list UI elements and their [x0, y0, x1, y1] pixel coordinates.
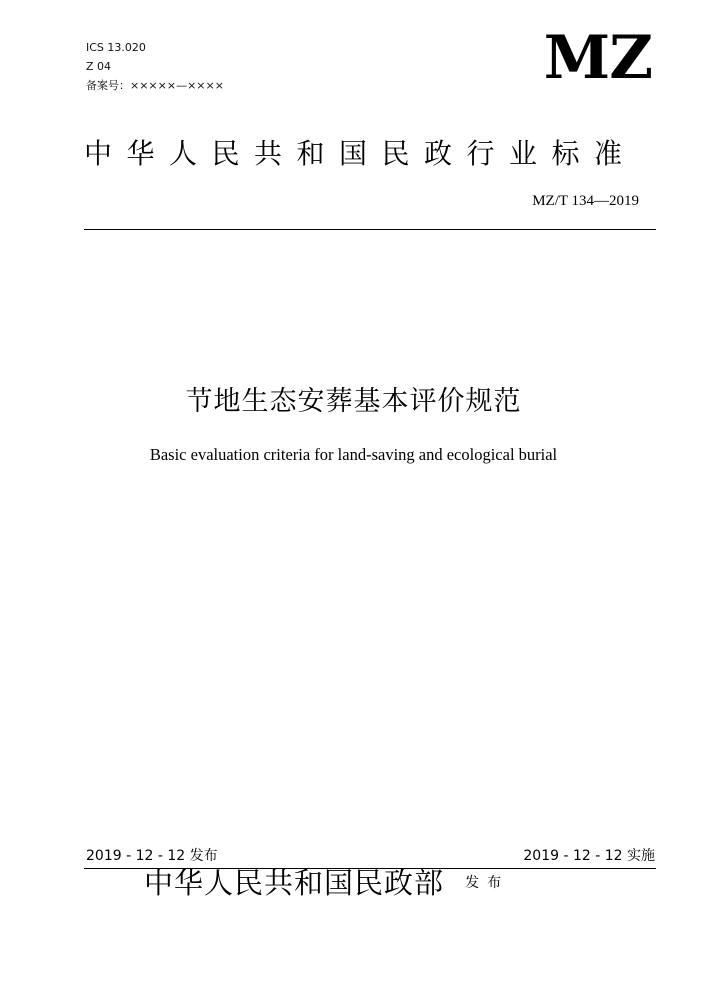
document-title-english: Basic evaluation criteria for land-saving and ecological burial: [149, 445, 558, 464]
standard-number: MZ/T 134—2019: [532, 193, 639, 209]
ics-code: ICS 13.020: [86, 41, 146, 54]
classification-code: Z 04: [86, 60, 112, 73]
header-divider: [84, 229, 656, 230]
implementation-date: 2019 - 12 - 12 实施: [523, 848, 655, 864]
standard-category-title: 中华人民共和国民政行业标准: [84, 137, 637, 170]
mz-logo: MZ: [543, 23, 652, 93]
filing-number: 备案号：×××××—××××: [86, 79, 224, 92]
issuer-name: 中华人民共和国民政部: [144, 866, 445, 900]
document-title-chinese: 节地生态安葬基本评价规范: [185, 386, 522, 417]
issue-date: 2019 - 12 - 12 发布: [86, 848, 218, 864]
issuer-block: [144, 864, 509, 902]
issuer-action: 发布: [465, 875, 510, 891]
header-metadata: [86, 38, 224, 95]
